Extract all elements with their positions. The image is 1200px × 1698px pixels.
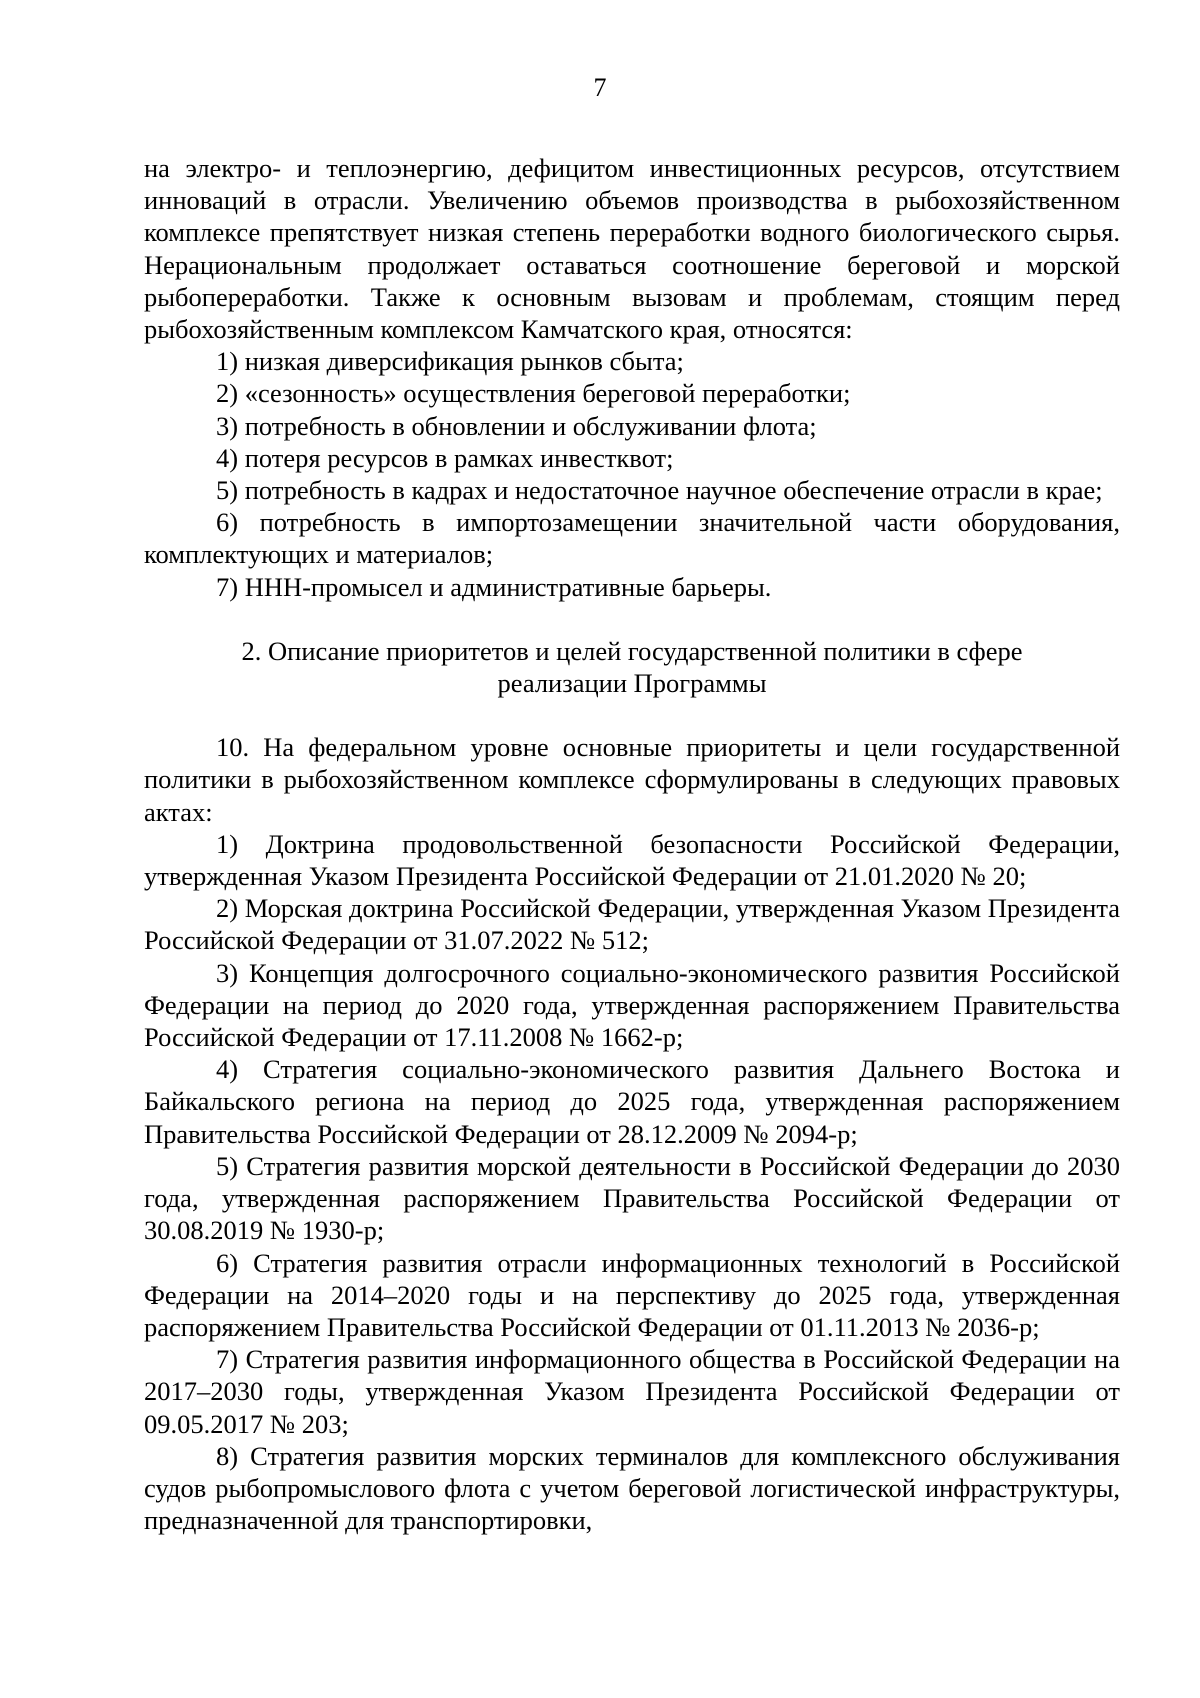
page-number: 7 bbox=[593, 73, 607, 102]
legal-act-item: 8) Стратегия развития морских терминалов для комплексного обслуживания судов рыбопромыслового флота с учетом береговой логистической инфраструктуры, предназначенной для транспортировки, bbox=[144, 1440, 1120, 1536]
legal-act-item: 2) Морская доктрина Российской Федерации, утвержденная Указом Президента Российской Федерации от 31.07.2022 № 512; bbox=[144, 893, 1120, 956]
section-heading-line-1: 2. Описание приоритетов и целей государственной политики в сфере bbox=[241, 635, 1023, 666]
legal-act-item: 1) Доктрина продовольственной безопасности Российской Федерации, утвержденная Указом Президента Российской Федерации от 21.01.2020 № 20; bbox=[144, 828, 1120, 892]
legal-act-item: 6) Стратегия развития отрасли информационных технологий в Российской Федерации на 2014–2020 годы и на перспективу до 2025 года, утвержденная распоряжением Правительства Российской Федерации от 01.11.2013 № 2036-р; bbox=[144, 1247, 1120, 1342]
challenge-item: 6) потребность в импортозамещении значительной части оборудования, комплектующих и материалов; bbox=[144, 507, 1120, 570]
challenge-item: 5) потребность в кадрах и недостаточное научное обеспечение отрасли в крае; bbox=[216, 475, 1103, 506]
legal-act-item: 7) Стратегия развития информационного общества в Российской Федерации на 2017–2030 годы, утвержденная Указом Президента Российской Федерации от 09.05.2017 № 203; bbox=[144, 1344, 1120, 1439]
challenge-item: 4) потеря ресурсов в рамках инвестквот; bbox=[216, 442, 674, 473]
section-heading-line-2: реализации Программы bbox=[497, 668, 767, 699]
legal-act-item: 3) Концепция долгосрочного социально-экономического развития Российской Федерации на период до 2020 года, утвержденная распоряжением Правительства Российской Федерации от 17.11.2008 № 1662-р; bbox=[144, 957, 1120, 1053]
legal-act-item: 4) Стратегия социально-экономического развития Дальнего Востока и Байкальского региона на период до 2025 года, утвержденная распоряжением Правительства Российской Федерации от 28.12.2009 № 2094-р; bbox=[144, 1054, 1120, 1149]
challenge-item: 2) «сезонность» осуществления береговой переработки; bbox=[216, 378, 851, 409]
challenge-item: 7) ННН-промысел и административные барьеры. bbox=[216, 571, 772, 602]
paragraph-10: 10. На федеральном уровне основные приоритеты и цели государственной политики в рыбохозяйственном комплексе сформулированы в следующих правовых актах: bbox=[144, 732, 1120, 827]
challenge-item: 1) низкая диверсификация рынков сбыта; bbox=[216, 346, 684, 377]
document-body bbox=[144, 152, 1120, 1536]
section-heading bbox=[144, 635, 1120, 699]
challenge-item: 3) потребность в обновлении и обслуживании флота; bbox=[216, 410, 817, 441]
intro-paragraph: на электро- и теплоэнергию, дефицитом инвестиционных ресурсов, отсутствием инноваций в отрасли. Увеличению объемов производства в рыбохозяйственном комплексе препятствует низкая степень переработки водного биологического сырья. Нерациональным продолжает оставаться соотношение береговой и морской рыбопереработки. Также к основным вызовам и проблемам, стоящим перед рыбохозяйственным комплексом Камчатского края, относятся: bbox=[144, 153, 1120, 345]
legal-act-item: 5) Стратегия развития морской деятельности в Российской Федерации до 2030 года, утвержденная распоряжением Правительства Российской Федерации от 30.08.2019 № 1930-р; bbox=[144, 1150, 1120, 1246]
